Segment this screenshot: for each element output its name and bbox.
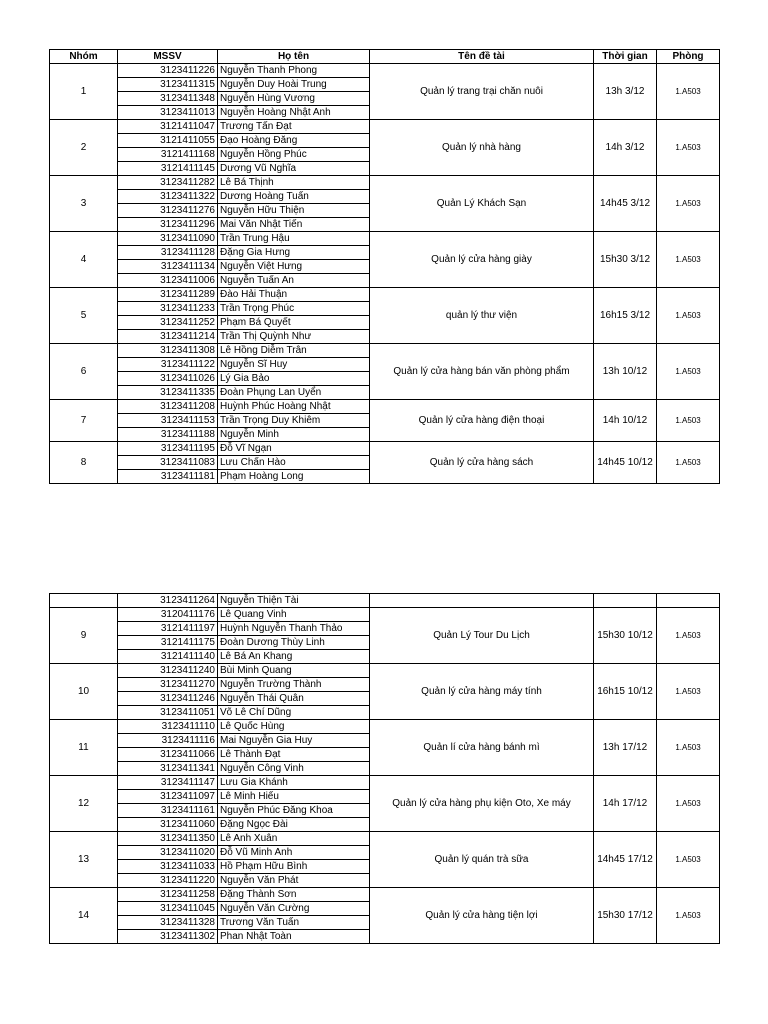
student-id: 3123411122 xyxy=(118,358,218,372)
room: 1.A503 xyxy=(657,64,720,120)
group-number: 2 xyxy=(50,120,118,176)
student-id: 3123411296 xyxy=(118,218,218,232)
student-id: 3123411226 xyxy=(118,64,218,78)
student-name: Phan Nhật Toàn xyxy=(218,930,370,944)
table-row xyxy=(50,664,720,678)
room: 1.A503 xyxy=(657,442,720,484)
student-name: Dương Vũ Nghĩa xyxy=(218,162,370,176)
table-row xyxy=(50,442,720,456)
room: 1.A503 xyxy=(657,776,720,832)
project-topic: Quản Lý Khách Sạn xyxy=(370,176,594,232)
student-name: Nguyễn Việt Hưng xyxy=(218,260,370,274)
student-name: Huỳnh Phúc Hoàng Nhật xyxy=(218,400,370,414)
table-row xyxy=(50,344,720,358)
group-number: 9 xyxy=(50,608,118,664)
student-id: 3123411322 xyxy=(118,190,218,204)
student-id: 3123411348 xyxy=(118,92,218,106)
student-id: 3123411020 xyxy=(118,846,218,860)
room: 1.A503 xyxy=(657,888,720,944)
room: 1.A503 xyxy=(657,608,720,664)
table-row xyxy=(50,832,720,846)
student-name: Đặng Gia Hưng xyxy=(218,246,370,260)
student-name: Đạo Hoàng Đăng xyxy=(218,134,370,148)
student-name: Võ Lê Chí Dũng xyxy=(218,706,370,720)
room: 1.A503 xyxy=(657,120,720,176)
project-topic: Quản lý trang trại chăn nuôi xyxy=(370,64,594,120)
presentation-time: 14h 3/12 xyxy=(594,120,657,176)
schedule-table-2 xyxy=(49,593,720,944)
student-name: Đỗ Vũ Minh Anh xyxy=(218,846,370,860)
group-number: 10 xyxy=(50,664,118,720)
student-name: Huỳnh Nguyễn Thanh Thảo xyxy=(218,622,370,636)
project-topic: Quản Lý Tour Du Lịch xyxy=(370,608,594,664)
student-name: Nguyễn Hùng Vương xyxy=(218,92,370,106)
student-name: Nguyễn Thanh Phong xyxy=(218,64,370,78)
student-id: 3123411128 xyxy=(118,246,218,260)
student-id: 3123411195 xyxy=(118,442,218,456)
student-id: 3121411055 xyxy=(118,134,218,148)
student-name: Lưu Gia Khánh xyxy=(218,776,370,790)
student-name: Đoàn Phụng Lan Uyển xyxy=(218,386,370,400)
header-topic: Tên đề tài xyxy=(370,50,594,64)
student-name: Nguyễn Hữu Thiện xyxy=(218,204,370,218)
student-id: 3123411208 xyxy=(118,400,218,414)
student-id: 3123411252 xyxy=(118,316,218,330)
presentation-time: 14h45 3/12 xyxy=(594,176,657,232)
presentation-time: 13h 3/12 xyxy=(594,64,657,120)
student-id: 3123411161 xyxy=(118,804,218,818)
student-id: 3123411110 xyxy=(118,720,218,734)
student-id: 3123411214 xyxy=(118,330,218,344)
schedule-table-1 xyxy=(49,49,720,484)
presentation-time: 14h45 17/12 xyxy=(594,832,657,888)
group-number: 12 xyxy=(50,776,118,832)
student-id: 3123411289 xyxy=(118,288,218,302)
table-row xyxy=(50,120,720,134)
group-number: 13 xyxy=(50,832,118,888)
table-row xyxy=(50,720,720,734)
student-name: Lê Thành Đạt xyxy=(218,748,370,762)
student-id: 3123411013 xyxy=(118,106,218,120)
presentation-time: 14h45 10/12 xyxy=(594,442,657,484)
room: 1.A503 xyxy=(657,288,720,344)
student-id: 3123411233 xyxy=(118,302,218,316)
table-row xyxy=(50,64,720,78)
student-name: Nguyễn Thái Quân xyxy=(218,692,370,706)
student-name: Trương Văn Tuấn xyxy=(218,916,370,930)
student-id: 3123411153 xyxy=(118,414,218,428)
header-group: Nhóm xyxy=(50,50,118,64)
student-id: 3121411047 xyxy=(118,120,218,134)
group-number: 5 xyxy=(50,288,118,344)
table-row xyxy=(50,232,720,246)
project-topic: quản lý thư viện xyxy=(370,288,594,344)
project-topic: Quản lý quán trà sữa xyxy=(370,832,594,888)
student-name: Trần Trọng Phúc xyxy=(218,302,370,316)
group-number: 11 xyxy=(50,720,118,776)
student-name: Đào Hải Thuận xyxy=(218,288,370,302)
student-name: Nguyễn Văn Phát xyxy=(218,874,370,888)
student-id: 3123411315 xyxy=(118,78,218,92)
student-name: Đặng Ngọc Đài xyxy=(218,818,370,832)
room: 1.A503 xyxy=(657,664,720,720)
project-topic: Quản lý cửa hàng bán văn phòng phẩm xyxy=(370,344,594,400)
student-id: 3123411033 xyxy=(118,860,218,874)
presentation-time: 14h 10/12 xyxy=(594,400,657,442)
student-name: Nguyễn Phúc Đăng Khoa xyxy=(218,804,370,818)
student-name: Nguyễn Duy Hoài Trung xyxy=(218,78,370,92)
group-number: 14 xyxy=(50,888,118,944)
presentation-time: 16h15 3/12 xyxy=(594,288,657,344)
student-name: Nguyễn Hoàng Nhật Anh xyxy=(218,106,370,120)
student-id: 3123411276 xyxy=(118,204,218,218)
student-name: Trần Trung Hậu xyxy=(218,232,370,246)
student-id: 3123411060 xyxy=(118,818,218,832)
student-name: Trần Thị Quỳnh Như xyxy=(218,330,370,344)
student-id: 3121411168 xyxy=(118,148,218,162)
project-topic: Quản lý cửa hàng sách xyxy=(370,442,594,484)
header-name: Họ tên xyxy=(218,50,370,64)
room: 1.A503 xyxy=(657,400,720,442)
student-id: 3123411188 xyxy=(118,428,218,442)
project-topic: Quản lý cửa hàng giày xyxy=(370,232,594,288)
student-id: 3123411246 xyxy=(118,692,218,706)
student-name: Trương Tấn Đạt xyxy=(218,120,370,134)
room: 1.A503 xyxy=(657,344,720,400)
student-id: 3123411350 xyxy=(118,832,218,846)
student-name: Lê Minh Hiếu xyxy=(218,790,370,804)
student-name: Lý Gia Bảo xyxy=(218,372,370,386)
student-name: Dương Hoàng Tuấn xyxy=(218,190,370,204)
student-id: 3121411197 xyxy=(118,622,218,636)
student-id: 3123411181 xyxy=(118,470,218,484)
room: 1.A503 xyxy=(657,832,720,888)
student-name: Nguyễn Hồng Phúc xyxy=(218,148,370,162)
group-number: 6 xyxy=(50,344,118,400)
table-row xyxy=(50,594,720,608)
student-name: Lê Bá An Khang xyxy=(218,650,370,664)
table-row xyxy=(50,608,720,622)
student-name: Đỗ Vĩ Ngạn xyxy=(218,442,370,456)
project-topic: Quản lí cửa hàng bánh mì xyxy=(370,720,594,776)
student-id: 3123411258 xyxy=(118,888,218,902)
student-name: Phạm Bá Quyết xyxy=(218,316,370,330)
table-row xyxy=(50,288,720,302)
table-row xyxy=(50,400,720,414)
student-id: 3123411147 xyxy=(118,776,218,790)
student-name: Bùi Minh Quang xyxy=(218,664,370,678)
header-room: Phòng xyxy=(657,50,720,64)
student-name: Lê Quang Vinh xyxy=(218,608,370,622)
student-name: Nguyễn Công Vinh xyxy=(218,762,370,776)
student-id: 3123411220 xyxy=(118,874,218,888)
header-student-id: MSSV xyxy=(118,50,218,64)
student-id: 3123411308 xyxy=(118,344,218,358)
group-number-empty xyxy=(50,594,118,608)
student-id: 3123411097 xyxy=(118,790,218,804)
student-id: 3121411140 xyxy=(118,650,218,664)
student-id: 3123411066 xyxy=(118,748,218,762)
room-empty xyxy=(657,594,720,608)
group-number: 1 xyxy=(50,64,118,120)
student-id: 3123411240 xyxy=(118,664,218,678)
student-name: Lê Quốc Hùng xyxy=(218,720,370,734)
table-row xyxy=(50,888,720,902)
student-name: Nguyễn Tuấn An xyxy=(218,274,370,288)
student-name: Phạm Hoàng Long xyxy=(218,470,370,484)
student-id: 3123411083 xyxy=(118,456,218,470)
student-id: 3123411051 xyxy=(118,706,218,720)
student-id: 3120411176 xyxy=(118,608,218,622)
student-name: Mai Văn Nhật Tiến xyxy=(218,218,370,232)
room: 1.A503 xyxy=(657,720,720,776)
student-id: 3123411116 xyxy=(118,734,218,748)
table-row xyxy=(50,776,720,790)
student-name: Nguyễn Sĩ Huy xyxy=(218,358,370,372)
student-id: 3123411006 xyxy=(118,274,218,288)
student-id: 3123411264 xyxy=(118,594,218,608)
student-id: 3123411270 xyxy=(118,678,218,692)
student-id: 3123411026 xyxy=(118,372,218,386)
student-name: Nguyễn Minh xyxy=(218,428,370,442)
student-name: Trần Trọng Duy Khiêm xyxy=(218,414,370,428)
student-name: Đoàn Dương Thùy Linh xyxy=(218,636,370,650)
group-number: 4 xyxy=(50,232,118,288)
student-id: 3123411045 xyxy=(118,902,218,916)
project-topic: Quản lý cửa hàng điện thoại xyxy=(370,400,594,442)
student-id: 3123411335 xyxy=(118,386,218,400)
room: 1.A503 xyxy=(657,232,720,288)
header-time: Thời gian xyxy=(594,50,657,64)
student-id: 3123411328 xyxy=(118,916,218,930)
student-id: 3123411302 xyxy=(118,930,218,944)
project-topic: Quản lý cửa hàng phụ kiện Oto, Xe máy xyxy=(370,776,594,832)
student-name: Nguyễn Trường Thành xyxy=(218,678,370,692)
presentation-time-empty xyxy=(594,594,657,608)
project-topic: Quản lý cửa hàng tiện lợi xyxy=(370,888,594,944)
project-topic: Quản lý nhà hàng xyxy=(370,120,594,176)
student-name: Lưu Chấn Hào xyxy=(218,456,370,470)
group-number: 3 xyxy=(50,176,118,232)
presentation-time: 15h30 10/12 xyxy=(594,608,657,664)
presentation-time: 13h 17/12 xyxy=(594,720,657,776)
group-number: 8 xyxy=(50,442,118,484)
student-name: Lê Hồng Diễm Trân xyxy=(218,344,370,358)
header-row xyxy=(50,50,720,64)
table-row xyxy=(50,176,720,190)
student-id: 3123411341 xyxy=(118,762,218,776)
presentation-time: 16h15 10/12 xyxy=(594,664,657,720)
student-name: Nguyễn Văn Cường xyxy=(218,902,370,916)
student-name: Nguyễn Thiện Tài xyxy=(218,594,370,608)
student-name: Mai Nguyễn Gia Huy xyxy=(218,734,370,748)
presentation-time: 15h30 17/12 xyxy=(594,888,657,944)
student-id: 3121411145 xyxy=(118,162,218,176)
student-name: Hồ Phạm Hữu Bình xyxy=(218,860,370,874)
student-name: Lê Bá Thịnh xyxy=(218,176,370,190)
group-number: 7 xyxy=(50,400,118,442)
room: 1.A503 xyxy=(657,176,720,232)
student-name: Đặng Thành Sơn xyxy=(218,888,370,902)
student-id: 3123411134 xyxy=(118,260,218,274)
presentation-time: 14h 17/12 xyxy=(594,776,657,832)
presentation-time: 13h 10/12 xyxy=(594,344,657,400)
project-topic: Quản lý cửa hàng máy tính xyxy=(370,664,594,720)
student-name: Lê Anh Xuân xyxy=(218,832,370,846)
student-id: 3123411282 xyxy=(118,176,218,190)
presentation-time: 15h30 3/12 xyxy=(594,232,657,288)
project-topic-empty xyxy=(370,594,594,608)
student-id: 3121411175 xyxy=(118,636,218,650)
student-id: 3123411090 xyxy=(118,232,218,246)
